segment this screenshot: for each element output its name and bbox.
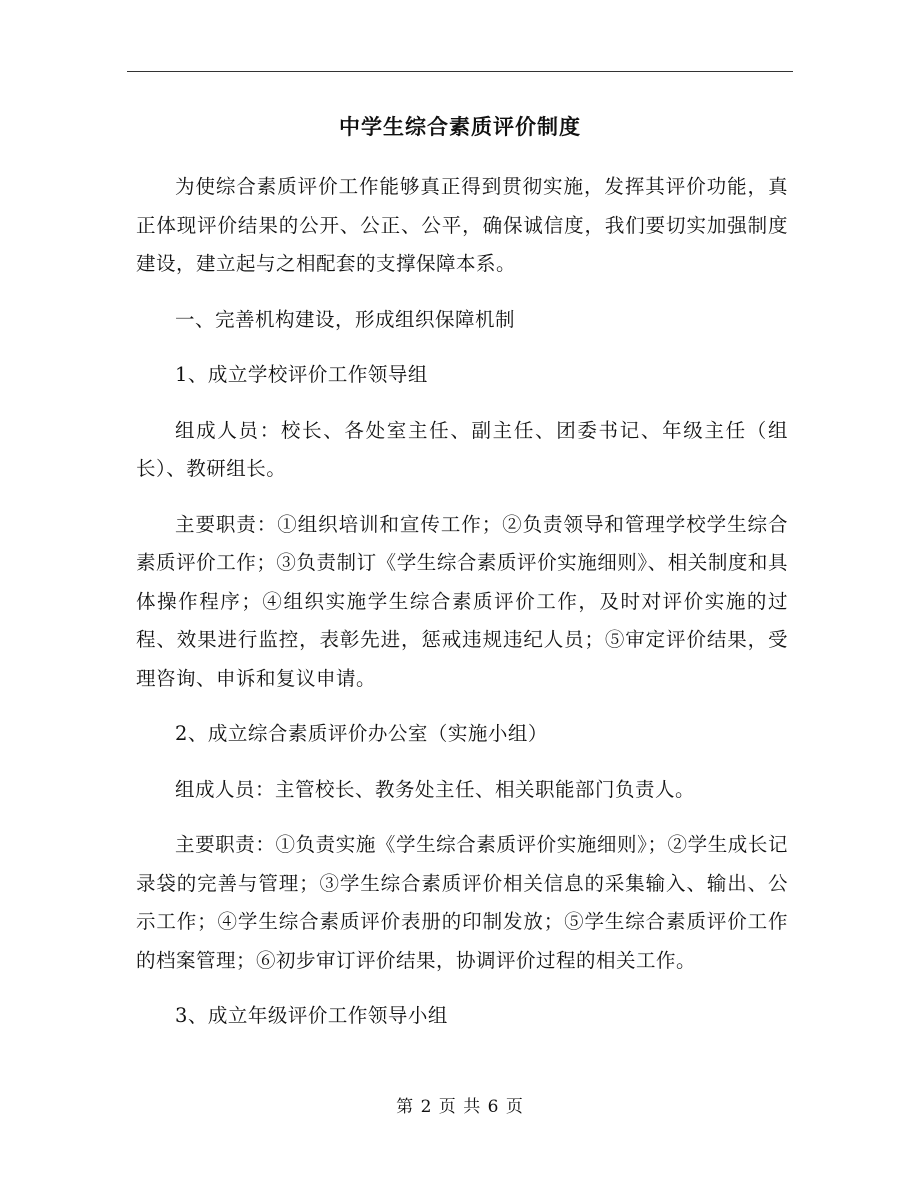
subsection-heading-2: 2、成立综合素质评价办公室（实施小组） [175, 722, 548, 745]
members-paragraph-2: 组成人员：主管校长、教务处主任、相关职能部门负责人。 [175, 777, 696, 801]
page-number: 第 2 页 共 6 页 [396, 1097, 524, 1117]
section-heading-1: 一、完善机构建设，形成组织保障机制 [175, 307, 516, 331]
intro-paragraph: 为使综合素质评价工作能够真正得到贯彻实施，发挥其评价功能，真正体现评价结果的公开、公正、公平，确保诚信度，我们要切实加强制度建设，建立起与之相配套的支撑保障本系。 [136, 175, 788, 275]
duties-paragraph-1: 主要职责：①组织培训和宣传工作；②负责领导和管理学校学生综合素质评价工作；③负责制订《学生综合素质评价实施细则》、相关制度和具体操作程序；④组织实施学生综合素质评价工作，及时对评价实施的过程、效果进行监控，表彰先进，惩戒违规违纪人员；⑤审定评价结果，受理咨询、申诉和复议申请。 [136, 512, 788, 690]
document-body [136, 168, 788, 1036]
document-title: 中学生综合素质评价制度 [339, 114, 581, 139]
subsection-heading-1: 1、成立学校评价工作领导组 [175, 363, 428, 386]
header-rule [127, 71, 793, 72]
subsection-heading-3: 3、成立年级评价工作领导小组 [175, 1004, 448, 1027]
duties-paragraph-2: 主要职责：①负责实施《学生综合素质评价实施细则》；②学生成长记录袋的完善与管理；③学生综合素质评价相关信息的采集输入、输出、公示工作；④学生综合素质评价表册的印制发放；⑤学生综合素质评价工作的档案管理；⑥初步审订评价结果，协调评价过程的相关工作。 [136, 833, 788, 972]
members-paragraph-1: 组成人员：校长、各处室主任、副主任、团委书记、年级主任（组长）、教研组长。 [136, 418, 788, 480]
